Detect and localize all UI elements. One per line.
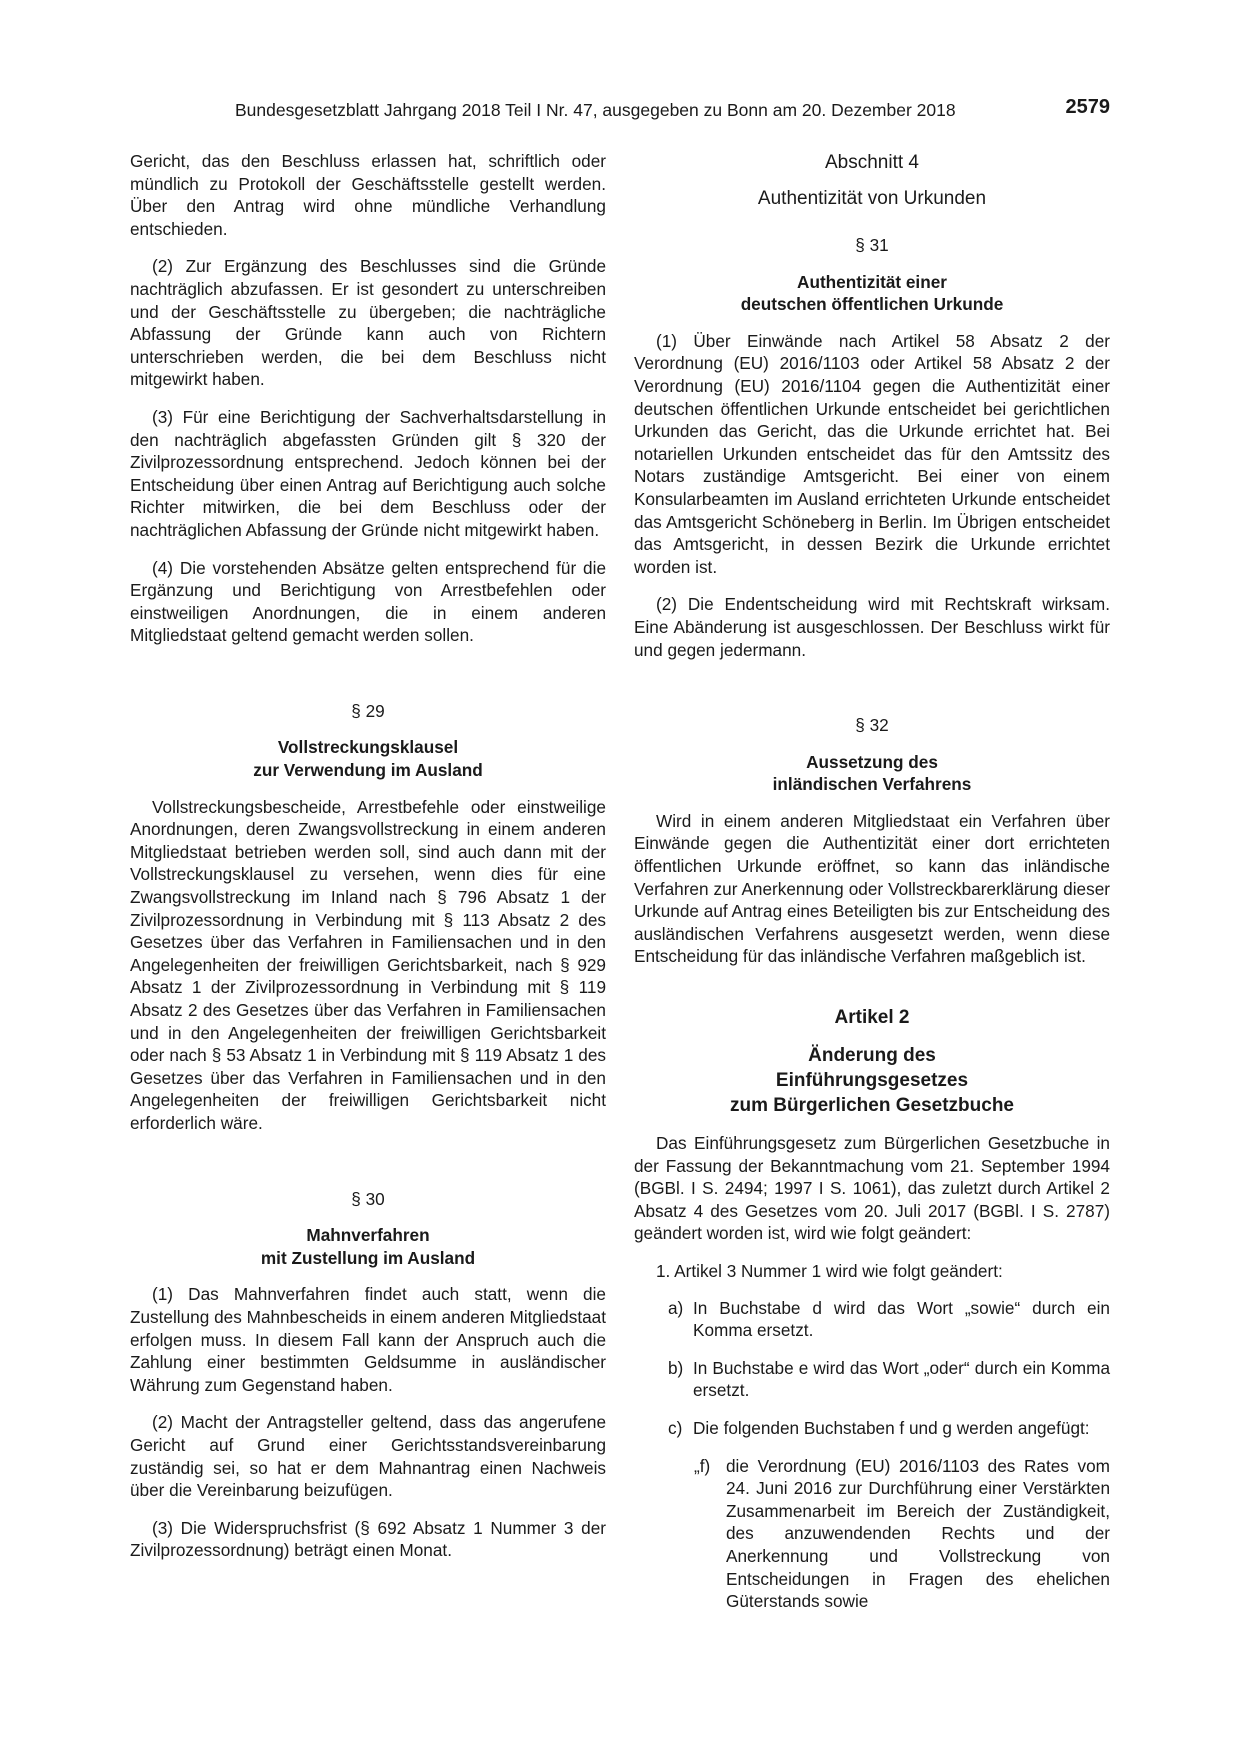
- artikel-title: [634, 1043, 1110, 1118]
- list-item-b-text: In Buchstabe e wird das Wort „oder“ durch ein Komma ersetzt.: [693, 1357, 1110, 1401]
- paragraph-3: (3) Für eine Berichtigung der Sachverhaltsdarstellung in den nachträglich abgefassten Gründen gilt § 320 der Zivilprozessordnung entsprechend. Jedoch können bei der Entscheidung über einen Antrag auf Berichtigung auch solche Richter mitwirken, die bei dem Beschluss oder der nachträglichen Abfassung der Gründe nicht mitgewirkt haben.: [130, 406, 606, 540]
- section-32-text: Wird in einem anderen Mitgliedstaat ein Verfahren über Einwände gegen die Authentizität einer dort errichteten öffentlichen Urkunde eröffnet, so kann das inländische Verfahren zur Anerkennung oder Vollstreckbarerklärung dieser Urkunde auf Antrag eines Beteiligten bis zur Entscheidung des ausländischen Verfahrens ausgesetzt werden, wenn diese Entscheidung für das inländische Verfahren maßgeblich ist.: [634, 810, 1110, 967]
- section-30-paragraph-1: (1) Das Mahnverfahren findet auch statt, wenn die Zustellung des Mahnbescheids in einem anderen Mitgliedstaat erfolgen muss. In diesem Fall kann der Anspruch auch die Zahlung einer bestimmten Geldsumme in ausländischer Währung zum Gegenstand haben.: [130, 1284, 606, 1395]
- section-31-title: [634, 271, 1110, 316]
- section-29-title-line-2: zur Verwendung im Ausland: [253, 760, 483, 781]
- artikel-intro: Das Einführungsgesetz zum Bürgerlichen Gesetzbuche in der Fassung der Bekanntmachung vom 21. September 1994 (BGBl. I S. 2494; 1997 I S. 1061), das zuletzt durch Artikel 2 Absatz 4 des Gesetzes vom 20. Juli 2017 (BGBl. I S. 2787) geändert worden ist, wird wie folgt geändert:: [634, 1133, 1110, 1244]
- list-item-c-text: Die folgenden Buchstaben f und g werden angefügt:: [693, 1417, 1090, 1438]
- section-29-title: [130, 736, 606, 781]
- list-item-b-label: b): [668, 1357, 684, 1378]
- section-30-number: § 30: [351, 1188, 385, 1209]
- artikel-title-line-2: Einführungsgesetzes: [775, 1070, 969, 1092]
- artikel-heading: Artikel 2: [834, 1007, 910, 1029]
- abschnitt-label: Abschnitt 4: [825, 152, 919, 173]
- section-31-title-line-2: deutschen öffentlichen Urkunde: [740, 294, 1004, 315]
- list-item-a-text: In Buchstabe d wird das Wort „sowie“ durch ein Komma ersetzt.: [693, 1297, 1110, 1341]
- list-item-a-label: a): [668, 1297, 684, 1318]
- list-item-c: [634, 1417, 1110, 1440]
- section-32-title-line-1: Aussetzung des: [806, 751, 938, 772]
- section-30-title: [130, 1224, 606, 1269]
- list-item-f-text: die Verordnung (EU) 2016/1103 des Rates vom 24. Juni 2016 zur Durchführung einer Verstärkten Zusammenarbeit im Bereich der Zuständigkeit, des anzuwendenden Rechts und der Anerkennung und Vollstreckung von Entscheidungen in Fragen des ehelichen Güterstands sowie: [726, 1455, 1110, 1612]
- list-item-c-label: c): [668, 1417, 683, 1438]
- paragraph-4: (4) Die vorstehenden Absätze gelten entsprechend für die Ergänzung und Berichtigung von Arrestbefehlen oder einstweiligen Anordnungen, die in einem anderen Mitgliedstaat geltend gemacht werden sollen.: [130, 557, 606, 646]
- artikel-title-line-3: zum Bürgerlichen Gesetzbuche: [729, 1095, 1014, 1117]
- section-29-title-line-1: Vollstreckungsklausel: [277, 737, 459, 758]
- paragraph-2: (2) Zur Ergänzung des Beschlusses sind die Gründe nachträglich abzufassen. Er ist gesondert zu unterschreiben und der Geschäftsstelle zu übergeben; die nachträgliche Abfassung der Gründe kann auch von Richtern unterschrieben werden, die bei dem Beschluss nicht mitgewirkt haben.: [130, 256, 606, 390]
- running-header: [130, 96, 1110, 130]
- left-column: [130, 150, 606, 1577]
- list-item-f: [634, 1455, 1110, 1613]
- section-30-title-line-2: mit Zustellung im Ausland: [260, 1247, 476, 1268]
- abschnitt-title: Authentizität von Urkunden: [757, 188, 987, 209]
- list-item-a: [634, 1297, 1110, 1342]
- section-29-number: § 29: [351, 700, 385, 721]
- list-item-b: [634, 1357, 1110, 1402]
- section-30-paragraph-2: (2) Macht der Antragsteller geltend, dass das angerufene Gericht auf Grund einer Gerichtsstandsvereinbarung zuständig sei, so hat er dem Mahnantrag einen Nachweis über die Vereinbarung beizufügen.: [130, 1412, 606, 1501]
- section-32-title-line-2: inländischen Verfahrens: [772, 774, 972, 795]
- right-column: [634, 150, 1110, 1628]
- section-32-number: § 32: [855, 715, 889, 736]
- artikel-title-line-1: Änderung des: [808, 1045, 936, 1067]
- page-number: 2579: [1065, 96, 1110, 118]
- section-31-paragraph-2: (2) Die Endentscheidung wird mit Rechtskraft wirksam. Eine Abänderung ist ausgeschlossen. Der Beschluss wirkt für und gegen jedermann.: [634, 594, 1110, 660]
- list-item-f-label: „f): [694, 1455, 711, 1476]
- section-31-number: § 31: [855, 235, 889, 255]
- section-29-text: Vollstreckungsbescheide, Arrestbefehle oder einstweilige Anordnungen, deren Zwangsvollstreckung in einem anderen Mitgliedstaat betrieben werden soll, sind auch dann mit der Vollstreckungsklausel zu versehen, wenn dies für eine Zwangsvollstreckung im Inland nach § 796 Absatz 1 der Zivilprozessordnung in Verbindung mit § 113 Absatz 2 des Gesetzes über das Verfahren in Familiensachen und in den Angelegenheiten der freiwilligen Gerichtsbarkeit, nach § 929 Absatz 1 der Zivilprozessordnung in Verbindung mit § 119 Absatz 2 des Gesetzes über das Verfahren in Familiensachen und in den Angelegenheiten der freiwilligen Gerichtsbarkeit oder nach § 53 Absatz 1 in Verbindung mit § 119 Absatz 1 des Gesetzes über das Verfahren in Familiensachen und in den Angelegenheiten der freiwilligen Gerichtsbarkeit nicht erforderlich wäre.: [130, 796, 606, 1133]
- section-30-paragraph-3: (3) Die Widerspruchsfrist (§ 692 Absatz 1 Nummer 3 der Zivilprozessordnung) beträgt einen Monat.: [130, 1517, 606, 1561]
- section-31-title-line-1: Authentizität einer: [797, 271, 947, 292]
- section-30-title-line-1: Mahnverfahren: [306, 1225, 430, 1246]
- continued-paragraph: Gericht, das den Beschluss erlassen hat, schriftlich oder mündlich zu Protokoll der Geschäftsstelle gestellt werden. Über den Antrag wird ohne mündliche Verhandlung entschieden.: [130, 151, 606, 239]
- list-item-1: 1. Artikel 3 Nummer 1 wird wie folgt geändert:: [656, 1261, 1003, 1281]
- section-32-title: [634, 751, 1110, 796]
- section-31-paragraph-1: (1) Über Einwände nach Artikel 58 Absatz 2 der Verordnung (EU) 2016/1103 oder Artikel 58 Absatz 2 der Verordnung (EU) 2016/1104 gegen die Authentizität einer deutschen öffentlichen Urkunde entscheidet bei gerichtlichen Urkunden das Gericht, das die Urkunde errichtet hat. Bei notariellen Urkunden entscheidet das für den Amtssitz des Notars zuständige Amtsgericht. Bei einer von einem Konsularbeamten im Ausland errichteten Urkunde entscheidet das Amtsgericht Schöneberg in Berlin. Im Übrigen entscheidet das Amtsgericht, in dessen Bezirk die Urkunde errichtet worden ist.: [634, 330, 1110, 577]
- running-head-text: Bundesgesetzblatt Jahrgang 2018 Teil I Nr. 47, ausgegeben zu Bonn am 20. Dezember 2018: [235, 100, 956, 120]
